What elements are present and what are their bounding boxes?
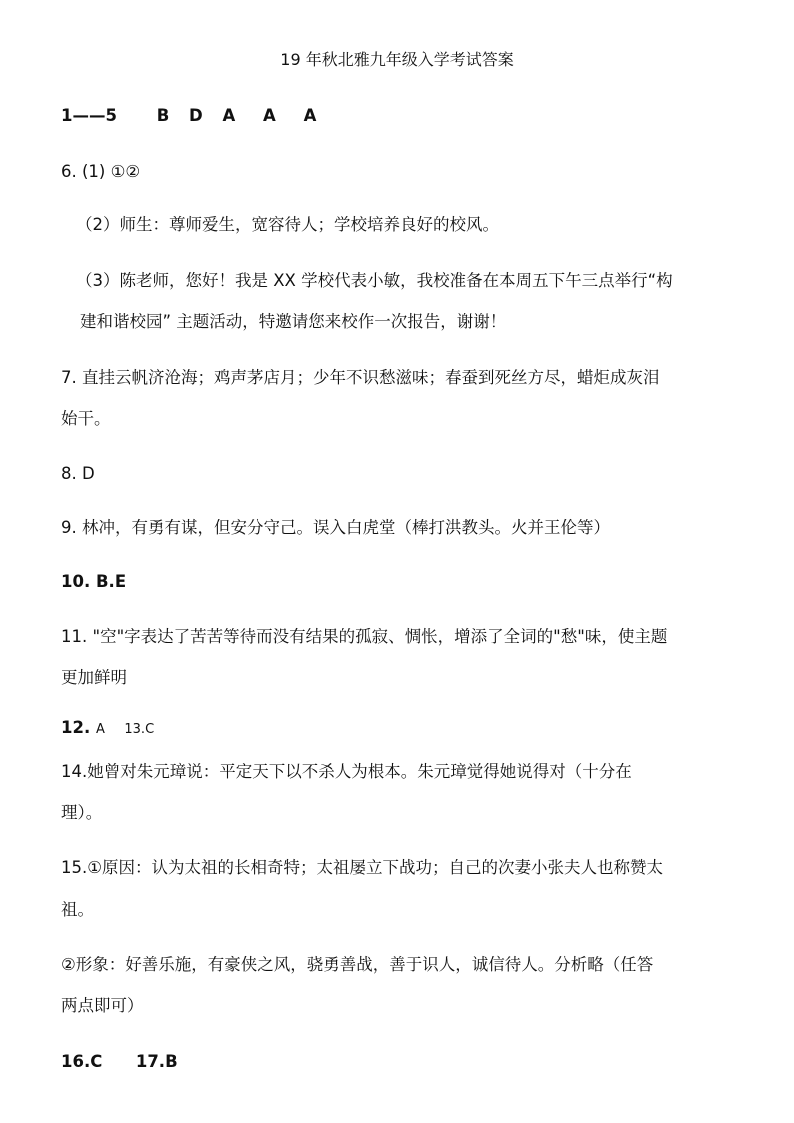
answer-14-line2: 理）。	[61, 803, 103, 822]
answer-16: 16.C	[61, 1052, 103, 1071]
answer-11-line2: 更加鲜明	[61, 668, 127, 687]
answer-6-part2: （2）师生：尊师爱生，宽容待人；学校培养良好的校风。	[76, 215, 499, 234]
answer-15-line4: 两点即可）	[61, 996, 144, 1015]
answer-15-line3: ②形象：好善乐施，有豪侠之风，骁勇善战，善于识人，诚信待人。分析略（任答	[61, 955, 654, 974]
answer-12: A	[95, 722, 105, 737]
answer-1: B	[156, 106, 170, 125]
page-title: 19 年秋北雅九年级入学考试答案	[280, 50, 514, 69]
answer-3: A	[222, 106, 236, 125]
answer-10: 10. B.E	[61, 572, 127, 591]
answer-1-5-label: 1——5	[61, 106, 117, 125]
answer-13: 13.C	[124, 722, 155, 737]
answer-12-label: 12.	[61, 718, 91, 737]
answer-4: A	[263, 106, 276, 125]
answer-2: D	[189, 106, 203, 125]
answer-11-line1: 11. "空"字表达了苦苦等待而没有结果的孤寂、惆怅，增添了全词的"愁"味，使主题	[61, 627, 668, 646]
answer-7-line1: 7. 直挂云帆济沧海；鸡声茅店月；少年不识愁滋味；春蚕到死丝方尽，蜡炬成灰泪	[61, 368, 660, 387]
answer-6-part1: 6. (1) ①②	[61, 162, 141, 181]
answer-1-5	[61, 106, 316, 126]
answer-7-line2: 始干。	[61, 409, 111, 428]
answer-17: 17.B	[135, 1052, 178, 1071]
answer-15-line2: 祖。	[61, 900, 94, 919]
answer-9: 9. 林冲，有勇有谋，但安分守己。误入白虎堂（棒打洪教头。火并王伦等）	[61, 518, 610, 537]
answer-15-line1: 15.①原因：认为太祖的长相奇特；太祖屡立下战功；自己的次妻小张夫人也称赞太	[61, 858, 664, 877]
answer-8: 8. D	[61, 464, 95, 483]
answer-16-17	[61, 1052, 178, 1072]
answer-6-part3-line1: （3）陈老师，您好！我是 XX 学校代表小敏，我校准备在本周五下午三点举行“构	[76, 271, 673, 290]
answer-14-line1: 14.她曾对朱元璋说：平定天下以不杀人为根本。朱元璋觉得她说得对（十分在	[61, 762, 632, 781]
answer-6-part3-line2: 建和谐校园” 主题活动，特邀请您来校作一次报告，谢谢！	[80, 312, 507, 331]
answer-12-13	[61, 718, 154, 740]
answer-5: A	[303, 106, 317, 125]
